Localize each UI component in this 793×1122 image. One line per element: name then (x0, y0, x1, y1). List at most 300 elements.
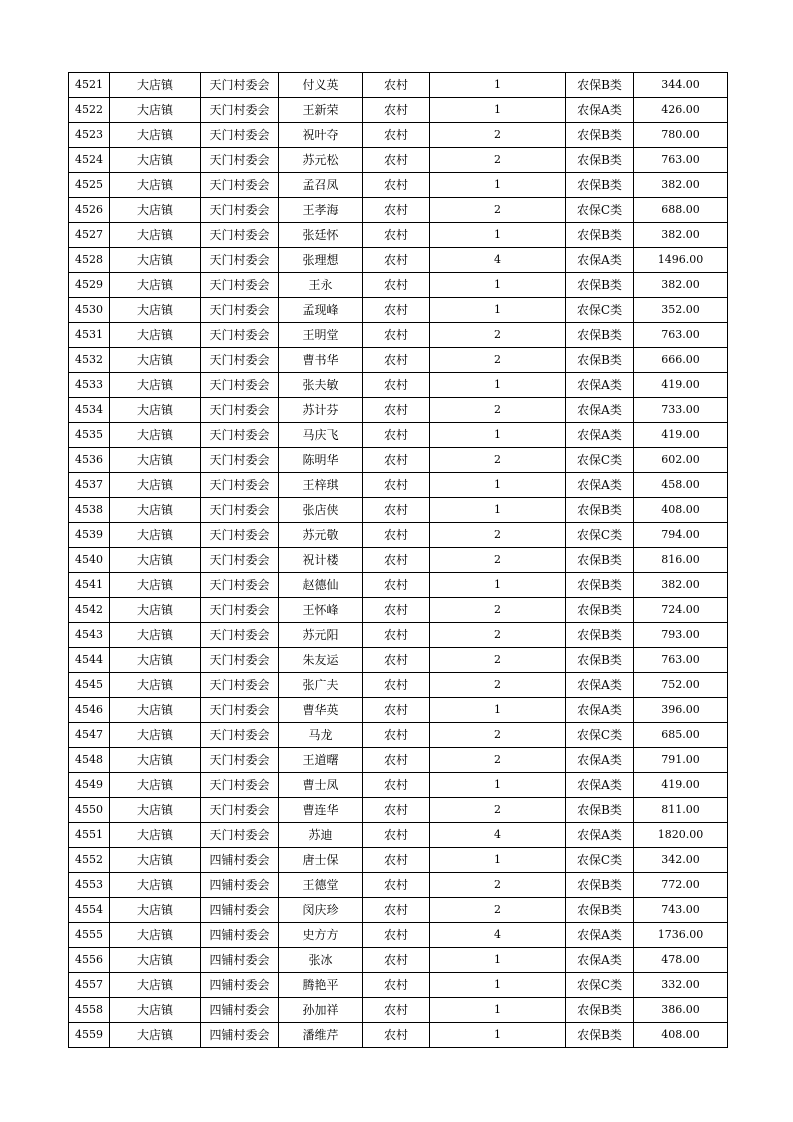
cell-town: 大店镇 (110, 73, 201, 98)
cell-amount: 332.00 (634, 973, 728, 998)
cell-village: 天门村委会 (201, 698, 279, 723)
records-table-body (69, 73, 728, 1048)
cell-count: 2 (430, 448, 566, 473)
cell-amount: 426.00 (634, 98, 728, 123)
cell-village: 天门村委会 (201, 623, 279, 648)
cell-village: 天门村委会 (201, 98, 279, 123)
cell-count: 2 (430, 873, 566, 898)
cell-category: 农保B类 (566, 148, 634, 173)
cell-id: 4526 (69, 198, 110, 223)
cell-name: 曹连华 (279, 798, 363, 823)
table-row (69, 573, 728, 598)
cell-village: 天门村委会 (201, 148, 279, 173)
cell-id: 4537 (69, 473, 110, 498)
cell-area: 农村 (363, 648, 430, 673)
cell-name: 腾艳平 (279, 973, 363, 998)
cell-name: 曹士凤 (279, 773, 363, 798)
cell-count: 4 (430, 823, 566, 848)
cell-name: 张冰 (279, 948, 363, 973)
cell-category: 农保B类 (566, 1023, 634, 1048)
cell-amount: 419.00 (634, 373, 728, 398)
cell-town: 大店镇 (110, 298, 201, 323)
cell-village: 天门村委会 (201, 348, 279, 373)
cell-id: 4527 (69, 223, 110, 248)
cell-town: 大店镇 (110, 423, 201, 448)
cell-count: 1 (430, 98, 566, 123)
cell-town: 大店镇 (110, 98, 201, 123)
table-row (69, 523, 728, 548)
cell-count: 1 (430, 373, 566, 398)
cell-town: 大店镇 (110, 548, 201, 573)
cell-area: 农村 (363, 848, 430, 873)
cell-area: 农村 (363, 523, 430, 548)
records-table (68, 72, 728, 1048)
cell-town: 大店镇 (110, 498, 201, 523)
table-row (69, 248, 728, 273)
cell-category: 农保A类 (566, 373, 634, 398)
cell-name: 苏计芬 (279, 398, 363, 423)
cell-town: 大店镇 (110, 398, 201, 423)
cell-amount: 386.00 (634, 998, 728, 1023)
cell-id: 4540 (69, 548, 110, 573)
cell-id: 4533 (69, 373, 110, 398)
cell-category: 农保A类 (566, 673, 634, 698)
cell-name: 马龙 (279, 723, 363, 748)
cell-id: 4521 (69, 73, 110, 98)
table-row (69, 348, 728, 373)
cell-amount: 408.00 (634, 498, 728, 523)
cell-id: 4536 (69, 448, 110, 473)
table-row (69, 923, 728, 948)
cell-category: 农保B类 (566, 123, 634, 148)
cell-area: 农村 (363, 348, 430, 373)
cell-village: 天门村委会 (201, 273, 279, 298)
table-row (69, 948, 728, 973)
cell-area: 农村 (363, 473, 430, 498)
cell-village: 天门村委会 (201, 823, 279, 848)
cell-category: 农保B类 (566, 348, 634, 373)
cell-area: 农村 (363, 373, 430, 398)
cell-name: 王明堂 (279, 323, 363, 348)
table-row (69, 748, 728, 773)
cell-name: 王永 (279, 273, 363, 298)
cell-name: 张廷怀 (279, 223, 363, 248)
table-row (69, 698, 728, 723)
cell-area: 农村 (363, 498, 430, 523)
cell-amount: 352.00 (634, 298, 728, 323)
cell-area: 农村 (363, 948, 430, 973)
cell-category: 农保A类 (566, 748, 634, 773)
cell-town: 大店镇 (110, 923, 201, 948)
cell-name: 孟现峰 (279, 298, 363, 323)
cell-town: 大店镇 (110, 823, 201, 848)
cell-amount: 763.00 (634, 148, 728, 173)
cell-area: 农村 (363, 298, 430, 323)
table-row (69, 623, 728, 648)
cell-amount: 793.00 (634, 623, 728, 648)
cell-category: 农保C类 (566, 298, 634, 323)
cell-id: 4554 (69, 898, 110, 923)
table-row (69, 323, 728, 348)
cell-town: 大店镇 (110, 723, 201, 748)
cell-id: 4525 (69, 173, 110, 198)
cell-name: 孟召凤 (279, 173, 363, 198)
cell-category: 农保B类 (566, 648, 634, 673)
cell-name: 张店侠 (279, 498, 363, 523)
cell-town: 大店镇 (110, 573, 201, 598)
cell-town: 大店镇 (110, 598, 201, 623)
cell-name: 曹华英 (279, 698, 363, 723)
cell-category: 农保B类 (566, 273, 634, 298)
cell-area: 农村 (363, 448, 430, 473)
cell-count: 1 (430, 1023, 566, 1048)
cell-amount: 752.00 (634, 673, 728, 698)
cell-amount: 408.00 (634, 1023, 728, 1048)
cell-category: 农保C类 (566, 723, 634, 748)
cell-town: 大店镇 (110, 948, 201, 973)
cell-village: 天门村委会 (201, 223, 279, 248)
cell-count: 1 (430, 223, 566, 248)
cell-town: 大店镇 (110, 448, 201, 473)
cell-village: 天门村委会 (201, 198, 279, 223)
cell-village: 天门村委会 (201, 498, 279, 523)
cell-id: 4559 (69, 1023, 110, 1048)
cell-count: 1 (430, 998, 566, 1023)
cell-category: 农保A类 (566, 923, 634, 948)
cell-id: 4542 (69, 598, 110, 623)
cell-count: 2 (430, 898, 566, 923)
cell-area: 农村 (363, 148, 430, 173)
cell-count: 2 (430, 398, 566, 423)
cell-count: 1 (430, 273, 566, 298)
cell-amount: 763.00 (634, 648, 728, 673)
table-row (69, 548, 728, 573)
cell-amount: 724.00 (634, 598, 728, 623)
cell-town: 大店镇 (110, 373, 201, 398)
cell-village: 天门村委会 (201, 573, 279, 598)
cell-area: 农村 (363, 723, 430, 748)
table-row (69, 448, 728, 473)
cell-area: 农村 (363, 673, 430, 698)
cell-name: 史方方 (279, 923, 363, 948)
cell-id: 4538 (69, 498, 110, 523)
cell-id: 4546 (69, 698, 110, 723)
cell-name: 苏元敬 (279, 523, 363, 548)
cell-amount: 342.00 (634, 848, 728, 873)
cell-id: 4529 (69, 273, 110, 298)
cell-count: 2 (430, 348, 566, 373)
cell-area: 农村 (363, 698, 430, 723)
cell-category: 农保C类 (566, 448, 634, 473)
cell-id: 4543 (69, 623, 110, 648)
cell-name: 张夫敏 (279, 373, 363, 398)
cell-amount: 763.00 (634, 323, 728, 348)
cell-area: 农村 (363, 798, 430, 823)
table-row (69, 73, 728, 98)
cell-category: 农保B类 (566, 498, 634, 523)
cell-amount: 602.00 (634, 448, 728, 473)
cell-category: 农保C类 (566, 523, 634, 548)
cell-village: 四铺村委会 (201, 1023, 279, 1048)
cell-amount: 1820.00 (634, 823, 728, 848)
cell-town: 大店镇 (110, 123, 201, 148)
table-row (69, 148, 728, 173)
cell-town: 大店镇 (110, 848, 201, 873)
cell-name: 祝叶夺 (279, 123, 363, 148)
cell-id: 4523 (69, 123, 110, 148)
cell-amount: 419.00 (634, 773, 728, 798)
cell-category: 农保A类 (566, 948, 634, 973)
cell-id: 4551 (69, 823, 110, 848)
cell-town: 大店镇 (110, 623, 201, 648)
cell-village: 天门村委会 (201, 723, 279, 748)
cell-amount: 666.00 (634, 348, 728, 373)
cell-category: 农保B类 (566, 598, 634, 623)
cell-id: 4541 (69, 573, 110, 598)
table-row (69, 848, 728, 873)
cell-category: 农保B类 (566, 998, 634, 1023)
cell-count: 2 (430, 148, 566, 173)
cell-town: 大店镇 (110, 248, 201, 273)
table-row (69, 773, 728, 798)
table-row (69, 898, 728, 923)
cell-area: 农村 (363, 1023, 430, 1048)
cell-town: 大店镇 (110, 698, 201, 723)
table-row (69, 98, 728, 123)
cell-id: 4522 (69, 98, 110, 123)
cell-area: 农村 (363, 998, 430, 1023)
cell-amount: 811.00 (634, 798, 728, 823)
cell-village: 天门村委会 (201, 373, 279, 398)
cell-count: 1 (430, 298, 566, 323)
cell-village: 天门村委会 (201, 548, 279, 573)
cell-amount: 685.00 (634, 723, 728, 748)
cell-category: 农保B类 (566, 898, 634, 923)
cell-town: 大店镇 (110, 173, 201, 198)
cell-town: 大店镇 (110, 973, 201, 998)
cell-count: 2 (430, 123, 566, 148)
cell-name: 王新荣 (279, 98, 363, 123)
cell-area: 农村 (363, 98, 430, 123)
cell-count: 2 (430, 748, 566, 773)
cell-town: 大店镇 (110, 898, 201, 923)
cell-id: 4534 (69, 398, 110, 423)
cell-area: 农村 (363, 873, 430, 898)
cell-amount: 688.00 (634, 198, 728, 223)
cell-id: 4548 (69, 748, 110, 773)
cell-amount: 382.00 (634, 223, 728, 248)
cell-village: 天门村委会 (201, 73, 279, 98)
cell-amount: 794.00 (634, 523, 728, 548)
cell-category: 农保A类 (566, 98, 634, 123)
cell-id: 4550 (69, 798, 110, 823)
cell-area: 农村 (363, 123, 430, 148)
cell-town: 大店镇 (110, 348, 201, 373)
table-row (69, 1023, 728, 1048)
cell-town: 大店镇 (110, 873, 201, 898)
cell-amount: 772.00 (634, 873, 728, 898)
cell-category: 农保A类 (566, 773, 634, 798)
table-row (69, 798, 728, 823)
cell-count: 1 (430, 73, 566, 98)
cell-area: 农村 (363, 973, 430, 998)
cell-count: 2 (430, 798, 566, 823)
cell-area: 农村 (363, 323, 430, 348)
table-row (69, 498, 728, 523)
cell-id: 4557 (69, 973, 110, 998)
cell-id: 4549 (69, 773, 110, 798)
cell-area: 农村 (363, 73, 430, 98)
cell-town: 大店镇 (110, 148, 201, 173)
cell-name: 潘维芹 (279, 1023, 363, 1048)
cell-count: 2 (430, 523, 566, 548)
cell-area: 农村 (363, 823, 430, 848)
cell-count: 2 (430, 548, 566, 573)
cell-id: 4530 (69, 298, 110, 323)
cell-category: 农保A类 (566, 398, 634, 423)
table-row (69, 723, 728, 748)
table-row (69, 648, 728, 673)
cell-town: 大店镇 (110, 273, 201, 298)
cell-id: 4531 (69, 323, 110, 348)
cell-name: 朱友运 (279, 648, 363, 673)
cell-area: 农村 (363, 598, 430, 623)
cell-category: 农保B类 (566, 173, 634, 198)
cell-town: 大店镇 (110, 798, 201, 823)
cell-area: 农村 (363, 198, 430, 223)
table-row (69, 273, 728, 298)
cell-category: 农保B类 (566, 73, 634, 98)
cell-category: 农保A类 (566, 248, 634, 273)
cell-amount: 396.00 (634, 698, 728, 723)
cell-village: 四铺村委会 (201, 848, 279, 873)
table-row (69, 298, 728, 323)
cell-count: 1 (430, 173, 566, 198)
cell-category: 农保B类 (566, 573, 634, 598)
cell-amount: 743.00 (634, 898, 728, 923)
cell-town: 大店镇 (110, 673, 201, 698)
cell-town: 大店镇 (110, 648, 201, 673)
cell-count: 1 (430, 423, 566, 448)
cell-id: 4558 (69, 998, 110, 1023)
cell-id: 4555 (69, 923, 110, 948)
table-row (69, 398, 728, 423)
cell-village: 天门村委会 (201, 648, 279, 673)
cell-amount: 780.00 (634, 123, 728, 148)
cell-count: 2 (430, 673, 566, 698)
cell-village: 四铺村委会 (201, 923, 279, 948)
cell-category: 农保B类 (566, 223, 634, 248)
cell-area: 农村 (363, 398, 430, 423)
cell-category: 农保A类 (566, 823, 634, 848)
cell-count: 1 (430, 773, 566, 798)
cell-village: 天门村委会 (201, 298, 279, 323)
cell-name: 付义英 (279, 73, 363, 98)
cell-amount: 344.00 (634, 73, 728, 98)
cell-village: 天门村委会 (201, 798, 279, 823)
table-row (69, 473, 728, 498)
cell-area: 农村 (363, 273, 430, 298)
cell-count: 2 (430, 723, 566, 748)
cell-count: 4 (430, 923, 566, 948)
cell-village: 天门村委会 (201, 323, 279, 348)
cell-town: 大店镇 (110, 223, 201, 248)
cell-id: 4553 (69, 873, 110, 898)
cell-amount: 382.00 (634, 273, 728, 298)
table-row (69, 223, 728, 248)
table-row (69, 873, 728, 898)
cell-id: 4544 (69, 648, 110, 673)
cell-name: 苏元阳 (279, 623, 363, 648)
cell-count: 1 (430, 848, 566, 873)
cell-amount: 816.00 (634, 548, 728, 573)
cell-name: 张理想 (279, 248, 363, 273)
cell-name: 马庆飞 (279, 423, 363, 448)
cell-category: 农保C类 (566, 198, 634, 223)
cell-name: 王孝海 (279, 198, 363, 223)
cell-village: 四铺村委会 (201, 898, 279, 923)
cell-village: 四铺村委会 (201, 998, 279, 1023)
cell-category: 农保C类 (566, 973, 634, 998)
cell-village: 天门村委会 (201, 598, 279, 623)
cell-name: 苏迪 (279, 823, 363, 848)
cell-count: 2 (430, 198, 566, 223)
cell-village: 天门村委会 (201, 398, 279, 423)
cell-id: 4532 (69, 348, 110, 373)
cell-name: 王梓琪 (279, 473, 363, 498)
cell-name: 苏元松 (279, 148, 363, 173)
cell-town: 大店镇 (110, 1023, 201, 1048)
cell-town: 大店镇 (110, 773, 201, 798)
cell-category: 农保B类 (566, 623, 634, 648)
cell-area: 农村 (363, 748, 430, 773)
table-row (69, 123, 728, 148)
cell-amount: 419.00 (634, 423, 728, 448)
cell-village: 天门村委会 (201, 773, 279, 798)
cell-name: 王怀峰 (279, 598, 363, 623)
cell-town: 大店镇 (110, 998, 201, 1023)
cell-id: 4524 (69, 148, 110, 173)
cell-amount: 478.00 (634, 948, 728, 973)
cell-category: 农保B类 (566, 798, 634, 823)
cell-count: 1 (430, 698, 566, 723)
cell-village: 天门村委会 (201, 448, 279, 473)
cell-category: 农保C类 (566, 848, 634, 873)
cell-id: 4545 (69, 673, 110, 698)
cell-name: 赵德仙 (279, 573, 363, 598)
cell-name: 张广夫 (279, 673, 363, 698)
cell-name: 曹书华 (279, 348, 363, 373)
cell-town: 大店镇 (110, 323, 201, 348)
cell-name: 唐士保 (279, 848, 363, 873)
cell-area: 农村 (363, 923, 430, 948)
cell-name: 闵庆珍 (279, 898, 363, 923)
cell-area: 农村 (363, 548, 430, 573)
table-row (69, 198, 728, 223)
cell-name: 王道曙 (279, 748, 363, 773)
cell-name: 王德堂 (279, 873, 363, 898)
cell-count: 1 (430, 473, 566, 498)
cell-amount: 382.00 (634, 173, 728, 198)
cell-area: 农村 (363, 223, 430, 248)
cell-area: 农村 (363, 773, 430, 798)
cell-category: 农保A类 (566, 698, 634, 723)
cell-id: 4535 (69, 423, 110, 448)
cell-category: 农保A类 (566, 423, 634, 448)
cell-area: 农村 (363, 573, 430, 598)
cell-village: 天门村委会 (201, 123, 279, 148)
cell-area: 农村 (363, 423, 430, 448)
